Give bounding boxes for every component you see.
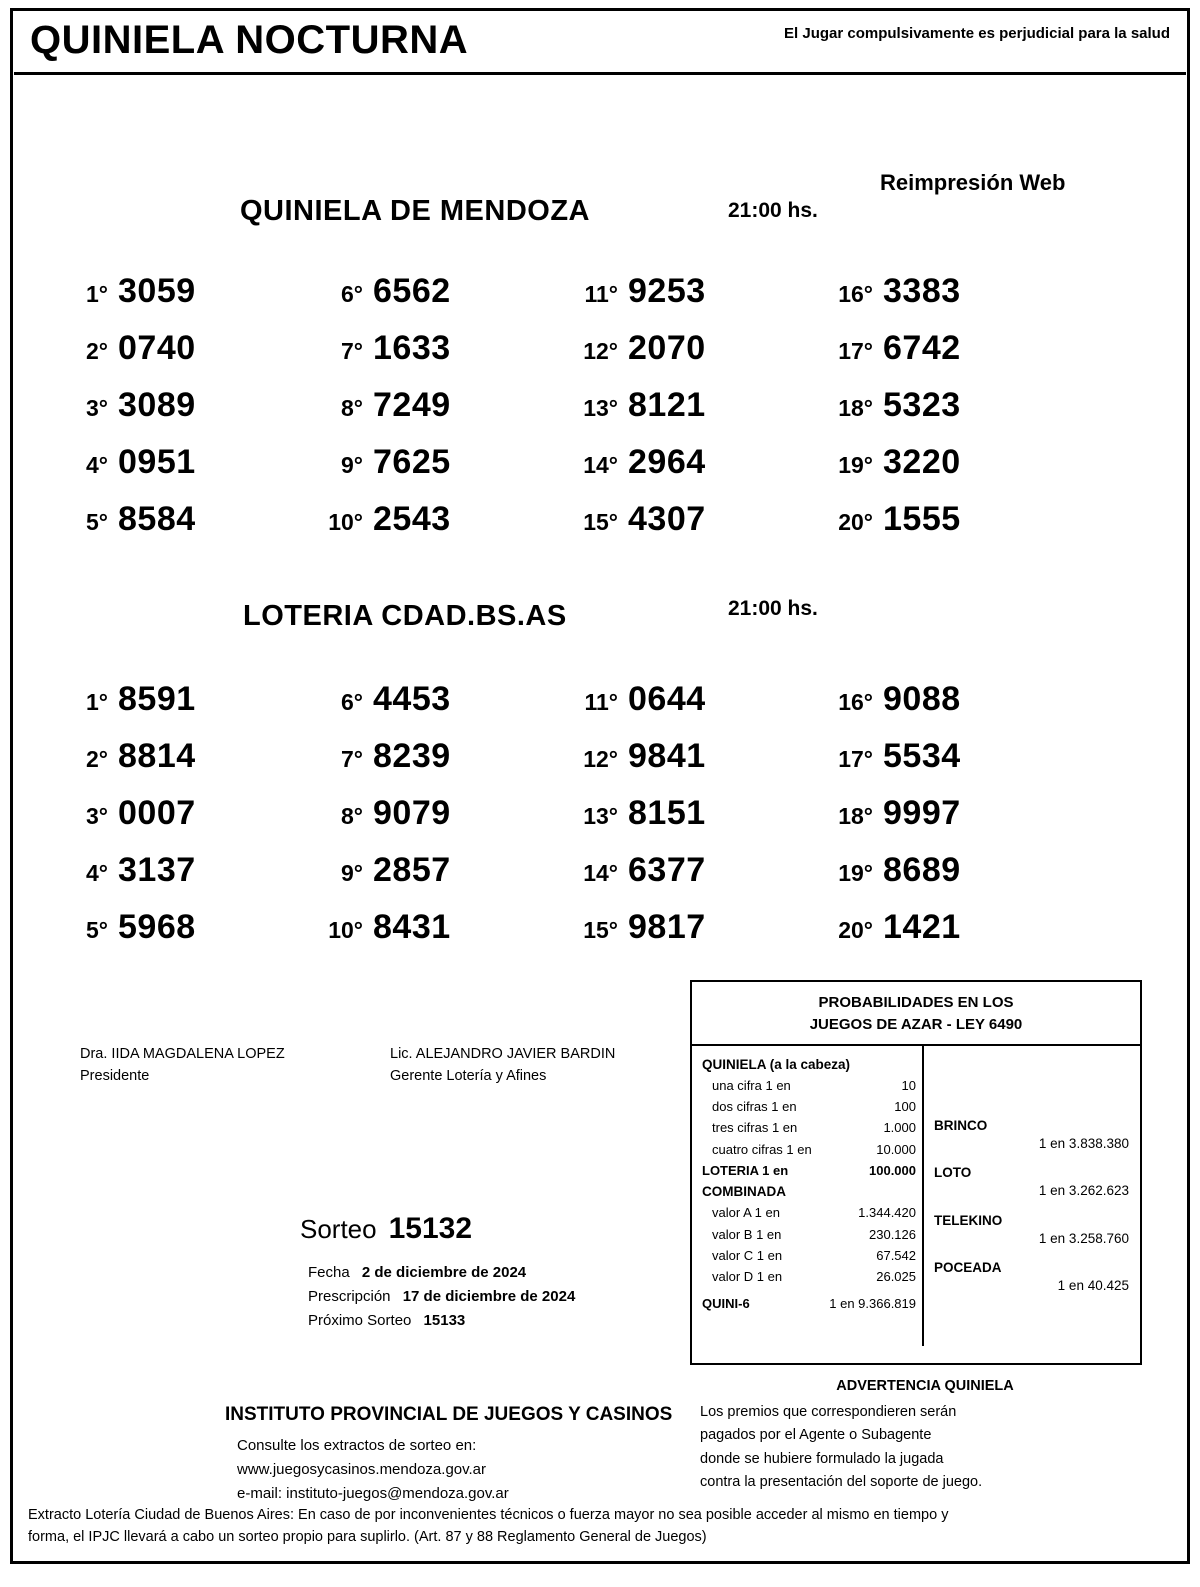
result-position: 16° (838, 281, 873, 307)
result-cell (825, 500, 1080, 557)
result-cell (570, 680, 825, 737)
result-position: 5° (86, 917, 108, 943)
result-cell (315, 500, 570, 557)
result-position: 6° (341, 281, 363, 307)
combinada-header: COMBINADA (702, 1183, 786, 1199)
game-name: TELEKINO (934, 1212, 1003, 1228)
probabilities-right-column (924, 1046, 1141, 1346)
result-number: 8151 (628, 794, 706, 832)
institute-block (225, 1400, 672, 1506)
result-position: 18° (838, 803, 873, 829)
result-position: 14° (583, 452, 618, 478)
result-position: 18° (838, 395, 873, 421)
combinada-label: valor A 1 en (712, 1205, 780, 1221)
quiniela-value: 10 (901, 1078, 916, 1094)
result-number: 5534 (883, 737, 961, 775)
result-cell (825, 443, 1080, 500)
draw-number-value: 15132 (388, 1212, 473, 1245)
result-number: 0007 (118, 794, 196, 832)
prescription-label: Prescripción (308, 1288, 391, 1305)
combinada-row (702, 1224, 916, 1245)
result-number: 1633 (373, 329, 451, 367)
result-cell (570, 500, 825, 557)
combinada-label: valor B 1 en (712, 1226, 782, 1242)
quiniela-label: dos cifras 1 en (712, 1099, 797, 1115)
result-position: 7° (341, 338, 363, 364)
result-cell (60, 737, 315, 794)
result-position: 15° (583, 509, 618, 535)
combinada-value: 1.344.420 (858, 1205, 916, 1221)
result-cell (60, 851, 315, 908)
advertencia-line: contra la presentación del soporte de juego. (700, 1473, 983, 1490)
advertencia-line: Los premios que correspondieren serán (700, 1404, 957, 1421)
result-cell (60, 443, 315, 500)
footer-line-1: Extracto Lotería Ciudad de Buenos Aires: En caso de por inconvenientes técnicos o fuerza mayor no sea posible acceder al mismo en tiempo y (28, 1507, 949, 1523)
result-number: 9997 (883, 794, 961, 832)
result-number: 9817 (628, 908, 706, 946)
result-position: 19° (838, 860, 873, 886)
result-position: 17° (838, 746, 873, 772)
combinada-value: 26.025 (876, 1268, 916, 1284)
footer-note (28, 1505, 1173, 1549)
quini6-row (702, 1293, 916, 1314)
result-position: 1° (86, 281, 108, 307)
result-cell (825, 737, 1080, 794)
result-cell (570, 272, 825, 329)
institute-line: Consulte los extractos de sorteo en: (237, 1437, 477, 1455)
quini6-label: QUINI-6 (702, 1295, 750, 1311)
draw-number-line (300, 1205, 575, 1253)
game-name: BRINCO (934, 1117, 988, 1133)
game-probability-item (934, 1258, 1135, 1297)
result-cell (825, 851, 1080, 908)
game-name: POCEADA (934, 1260, 1002, 1275)
draw-date (300, 1261, 575, 1285)
result-position: 4° (86, 452, 108, 478)
result-cell (60, 794, 315, 851)
quiniela-label: tres cifras 1 en (712, 1120, 798, 1136)
result-cell (570, 443, 825, 500)
result-cell (60, 500, 315, 557)
signature-manager (390, 1043, 615, 1088)
result-number: 7249 (373, 386, 451, 424)
result-cell (825, 386, 1080, 443)
signature-name: Dra. IIDA MAGDALENA LOPEZ (80, 1046, 285, 1062)
result-number: 3137 (118, 851, 196, 889)
result-position: 6° (341, 689, 363, 715)
result-number: 3059 (118, 272, 196, 310)
result-position: 16° (838, 689, 873, 715)
result-position: 13° (583, 395, 618, 421)
result-number: 6742 (883, 329, 961, 367)
quini6-value: 1 en 9.366.819 (829, 1295, 916, 1311)
result-position: 19° (838, 452, 873, 478)
result-cell (825, 329, 1080, 386)
result-position: 4° (86, 860, 108, 886)
result-cell (570, 908, 825, 965)
result-cell (570, 851, 825, 908)
institute-title: INSTITUTO PROVINCIAL DE JUEGOS Y CASINOS (225, 1404, 673, 1425)
result-cell (570, 386, 825, 443)
game-odds: 1 en 3.258.760 (1038, 1230, 1129, 1246)
quiniela-row (702, 1075, 916, 1096)
result-cell (825, 680, 1080, 737)
result-cell (825, 908, 1080, 965)
draw-title-bsas: LOTERIA CDAD.BS.AS (243, 600, 567, 632)
quiniela-row (702, 1117, 916, 1138)
combinada-row (702, 1202, 916, 1223)
quiniela-row (702, 1096, 916, 1117)
quiniela-label: cuatro cifras 1 en (712, 1141, 812, 1157)
result-number: 4453 (373, 680, 451, 718)
result-cell (825, 794, 1080, 851)
game-odds: 1 en 40.425 (1057, 1278, 1129, 1294)
quiniela-value: 1.000 (883, 1120, 916, 1136)
advertencia-line: donde se hubiere formulado la jugada (700, 1450, 944, 1467)
advertencia-title: ADVERTENCIA QUINIELA (836, 1378, 1014, 1394)
game-odds: 1 en 3.838.380 (1038, 1135, 1129, 1151)
probabilities-title (692, 982, 1140, 1046)
result-number: 9253 (628, 272, 706, 310)
result-cell (570, 737, 825, 794)
result-position: 11° (584, 689, 618, 715)
result-number: 6562 (373, 272, 451, 310)
result-position: 1° (86, 689, 108, 715)
combinada-value: 67.542 (876, 1247, 916, 1263)
probabilities-title-line1: PROBABILIDADES EN LOS (818, 994, 1014, 1011)
quiniela-value: 100 (894, 1099, 916, 1115)
draw-info (300, 1205, 575, 1333)
result-number: 8239 (373, 737, 451, 775)
institute-email[interactable]: e-mail: instituto-juegos@mendoza.gov.ar (237, 1485, 509, 1503)
result-position: 15° (583, 917, 618, 943)
signature-president (80, 1043, 285, 1088)
next-draw-label: Próximo Sorteo (308, 1312, 412, 1329)
result-number: 8431 (373, 908, 451, 946)
result-cell (60, 680, 315, 737)
result-position: 10° (328, 917, 363, 943)
result-cell (60, 908, 315, 965)
draw-date-label: Fecha (308, 1264, 350, 1281)
combinada-row (702, 1245, 916, 1266)
result-position: 8° (341, 395, 363, 421)
header-divider (14, 72, 1186, 75)
result-number: 9841 (628, 737, 706, 775)
draw-number-label: Sorteo (300, 1214, 377, 1244)
combinada-label: valor C 1 en (712, 1247, 783, 1263)
combinada-row (702, 1266, 916, 1287)
gambling-warning: El Jugar compulsivamente es perjudicial para la salud (784, 25, 1170, 42)
result-position: 20° (838, 509, 873, 535)
result-cell (570, 329, 825, 386)
quiniela-label: una cifra 1 en (712, 1078, 791, 1094)
results-grid-mendoza (60, 272, 1080, 557)
result-cell (315, 737, 570, 794)
combinada-value: 230.126 (869, 1226, 916, 1242)
game-probability-item (934, 1163, 1135, 1202)
result-number: 1555 (883, 500, 961, 538)
results-grid-bsas (60, 680, 1080, 965)
result-cell (315, 443, 570, 500)
quiniela-value: 10.000 (876, 1141, 916, 1157)
result-position: 9° (341, 452, 363, 478)
result-position: 11° (584, 281, 618, 307)
result-position: 20° (838, 917, 873, 943)
loteria-row (702, 1160, 916, 1181)
result-number: 8814 (118, 737, 196, 775)
result-number: 2857 (373, 851, 451, 889)
result-cell (315, 386, 570, 443)
result-position: 5° (86, 509, 108, 535)
result-cell (60, 329, 315, 386)
prescription-value: 17 de diciembre de 2024 (402, 1288, 576, 1305)
probabilities-box (690, 980, 1142, 1365)
result-number: 8584 (118, 500, 196, 538)
quiniela-header: QUINIELA (a la cabeza) (702, 1056, 851, 1072)
advertencia-line: pagados por el Agente o Subagente (700, 1427, 932, 1444)
result-cell (60, 386, 315, 443)
signature-name: Lic. ALEJANDRO JAVIER BARDIN (390, 1046, 616, 1062)
result-number: 1421 (883, 908, 961, 946)
result-cell (315, 794, 570, 851)
result-cell (570, 794, 825, 851)
reprint-label: Reimpresión Web (880, 170, 1066, 195)
result-number: 7625 (373, 443, 451, 481)
loteria-value: 100.000 (869, 1162, 916, 1178)
result-number: 0951 (118, 443, 196, 481)
result-position: 3° (86, 803, 108, 829)
quiniela-row (702, 1139, 916, 1160)
result-cell (60, 272, 315, 329)
game-name: LOTO (934, 1165, 972, 1180)
result-number: 8689 (883, 851, 961, 889)
result-position: 2° (86, 338, 108, 364)
result-number: 0644 (628, 680, 706, 718)
combinada-rows (702, 1202, 916, 1286)
result-cell (825, 272, 1080, 329)
probabilities-left-column (692, 1046, 924, 1346)
next-draw (300, 1309, 575, 1333)
result-number: 2964 (628, 443, 706, 481)
result-number: 9088 (883, 680, 961, 718)
result-number: 8591 (118, 680, 196, 718)
result-number: 2543 (373, 500, 451, 538)
draw-date-value: 2 de diciembre de 2024 (361, 1264, 527, 1281)
result-position: 13° (583, 803, 618, 829)
draw-title-mendoza: QUINIELA DE MENDOZA (240, 195, 590, 227)
quiniela-rows (702, 1075, 916, 1159)
signature-role: Presidente (80, 1068, 150, 1085)
loteria-label: LOTERIA 1 en (702, 1162, 789, 1178)
page-title: QUINIELA NOCTURNA (30, 18, 469, 62)
result-cell (315, 908, 570, 965)
signature-role: Gerente Lotería y Afines (390, 1068, 547, 1085)
draw-time-bsas: 21:00 hs. (728, 597, 818, 620)
advertencia-block (700, 1375, 1150, 1494)
footer-line-2: forma, el IPJC llevará a cabo un sorteo propio para suplirlo. (Art. 87 y 88 Reglamento General de Juegos) (28, 1528, 707, 1545)
combinada-label: valor D 1 en (712, 1268, 783, 1284)
result-cell (315, 329, 570, 386)
result-position: 14° (583, 860, 618, 886)
result-position: 7° (341, 746, 363, 772)
result-cell (315, 851, 570, 908)
next-draw-value: 15133 (423, 1312, 466, 1329)
result-number: 3089 (118, 386, 196, 424)
result-position: 17° (838, 338, 873, 364)
result-number: 3383 (883, 272, 961, 310)
result-number: 5323 (883, 386, 961, 424)
result-number: 9079 (373, 794, 451, 832)
game-odds: 1 en 3.262.623 (1038, 1183, 1129, 1199)
result-position: 8° (341, 803, 363, 829)
result-position: 9° (341, 860, 363, 886)
institute-website[interactable]: www.juegosycasinos.mendoza.gov.ar (237, 1461, 487, 1479)
result-position: 2° (86, 746, 108, 772)
result-number: 0740 (118, 329, 196, 367)
result-position: 12° (583, 338, 618, 364)
result-number: 5968 (118, 908, 196, 946)
result-number: 4307 (628, 500, 706, 538)
result-position: 3° (86, 395, 108, 421)
prescription-date (300, 1285, 575, 1309)
game-probability-item (934, 1211, 1135, 1250)
result-number: 2070 (628, 329, 706, 367)
result-number: 3220 (883, 443, 961, 481)
result-cell (315, 680, 570, 737)
probabilities-title-line2: JUEGOS DE AZAR - LEY 6490 (809, 1015, 1023, 1033)
result-number: 8121 (628, 386, 706, 424)
result-position: 12° (583, 746, 618, 772)
result-number: 6377 (628, 851, 706, 889)
result-position: 10° (328, 509, 363, 535)
draw-time-mendoza: 21:00 hs. (728, 199, 818, 222)
result-cell (315, 272, 570, 329)
game-probability-item (934, 1116, 1135, 1155)
probabilities-body (692, 1046, 1140, 1346)
